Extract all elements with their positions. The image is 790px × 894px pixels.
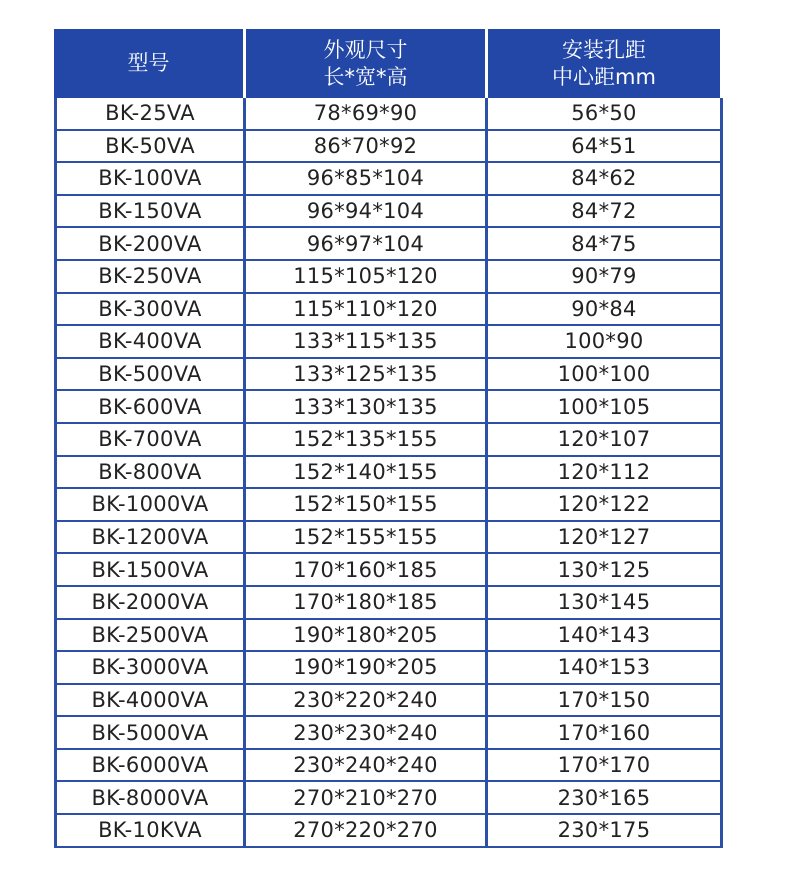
model-cell: BK-4000VA [54, 685, 246, 718]
mounting-hole-cell: 100*90 [488, 326, 723, 359]
model-cell: BK-3000VA [54, 652, 246, 685]
mounting-hole-cell: 230*175 [488, 815, 723, 848]
dimensions-cell: 152*135*155 [246, 424, 488, 457]
mounting-hole-cell: 120*112 [488, 457, 723, 490]
mounting-hole-cell: 140*153 [488, 652, 723, 685]
model-cell: BK-400VA [54, 326, 246, 359]
dimensions-cell: 152*140*155 [246, 457, 488, 490]
header-dimensions [246, 29, 488, 98]
mounting-hole-cell: 90*79 [488, 261, 723, 294]
mounting-hole-cell: 64*51 [488, 131, 723, 164]
mounting-hole-cell: 140*143 [488, 620, 723, 653]
dimensions-cell: 133*125*135 [246, 359, 488, 392]
mounting-hole-cell: 84*72 [488, 196, 723, 229]
mounting-hole-cell: 100*100 [488, 359, 723, 392]
mounting-hole-cell: 90*84 [488, 294, 723, 327]
mounting-hole-cell: 120*127 [488, 522, 723, 555]
header-dimensions-line-1: 外观尺寸 [323, 37, 408, 62]
dimensions-cell: 270*210*270 [246, 782, 488, 815]
dimensions-cell: 96*94*104 [246, 196, 488, 229]
mounting-hole-cell: 130*145 [488, 587, 723, 620]
model-cell: BK-10KVA [54, 815, 246, 848]
header-dimensions-line-2: 长*宽*高 [323, 64, 408, 89]
mounting-hole-cell: 56*50 [488, 98, 723, 131]
model-cell: BK-600VA [54, 391, 246, 424]
mounting-hole-cell: 84*75 [488, 228, 723, 261]
model-cell: BK-5000VA [54, 717, 246, 750]
dimensions-cell: 230*230*240 [246, 717, 488, 750]
model-cell: BK-100VA [54, 163, 246, 196]
mounting-hole-cell: 130*125 [488, 554, 723, 587]
model-cell: BK-500VA [54, 359, 246, 392]
model-cell: BK-250VA [54, 261, 246, 294]
model-cell: BK-300VA [54, 294, 246, 327]
dimensions-cell: 115*110*120 [246, 294, 488, 327]
dimensions-cell: 152*155*155 [246, 522, 488, 555]
model-cell: BK-200VA [54, 228, 246, 261]
model-cell: BK-2000VA [54, 587, 246, 620]
dimensions-cell: 133*115*135 [246, 326, 488, 359]
model-cell: BK-150VA [54, 196, 246, 229]
model-cell: BK-700VA [54, 424, 246, 457]
mounting-hole-cell: 170*160 [488, 717, 723, 750]
model-cell: BK-1000VA [54, 489, 246, 522]
mounting-hole-cell: 84*62 [488, 163, 723, 196]
dimensions-cell: 270*220*270 [246, 815, 488, 848]
model-cell: BK-6000VA [54, 750, 246, 783]
mounting-hole-cell: 170*170 [488, 750, 723, 783]
dimensions-cell: 190*180*205 [246, 620, 488, 653]
dimensions-cell: 86*70*92 [246, 131, 488, 164]
mounting-hole-cell: 120*122 [488, 489, 723, 522]
header-model [54, 29, 246, 98]
dimensions-cell: 115*105*120 [246, 261, 488, 294]
dimensions-cell: 96*85*104 [246, 163, 488, 196]
header-model-line-1: 型号 [127, 51, 170, 75]
model-cell: BK-2500VA [54, 620, 246, 653]
model-cell: BK-1200VA [54, 522, 246, 555]
model-cell: BK-8000VA [54, 782, 246, 815]
header-mounting-hole-line-1: 安装孔距 [562, 37, 646, 62]
dimensions-cell: 152*150*155 [246, 489, 488, 522]
spec-table [54, 29, 723, 848]
header-mounting-hole [488, 29, 723, 98]
dimensions-cell: 190*190*205 [246, 652, 488, 685]
model-cell: BK-800VA [54, 457, 246, 490]
mounting-hole-cell: 100*105 [488, 391, 723, 424]
mounting-hole-cell: 120*107 [488, 424, 723, 457]
dimensions-cell: 170*180*185 [246, 587, 488, 620]
mounting-hole-cell: 170*150 [488, 685, 723, 718]
header-mounting-hole-line-2: 中心距mm [552, 64, 656, 89]
model-cell: BK-1500VA [54, 554, 246, 587]
model-cell: BK-50VA [54, 131, 246, 164]
dimensions-cell: 170*160*185 [246, 554, 488, 587]
mounting-hole-cell: 230*165 [488, 782, 723, 815]
dimensions-cell: 230*220*240 [246, 685, 488, 718]
model-cell: BK-25VA [54, 98, 246, 131]
dimensions-cell: 230*240*240 [246, 750, 488, 783]
dimensions-cell: 78*69*90 [246, 98, 488, 131]
dimensions-cell: 133*130*135 [246, 391, 488, 424]
dimensions-cell: 96*97*104 [246, 228, 488, 261]
